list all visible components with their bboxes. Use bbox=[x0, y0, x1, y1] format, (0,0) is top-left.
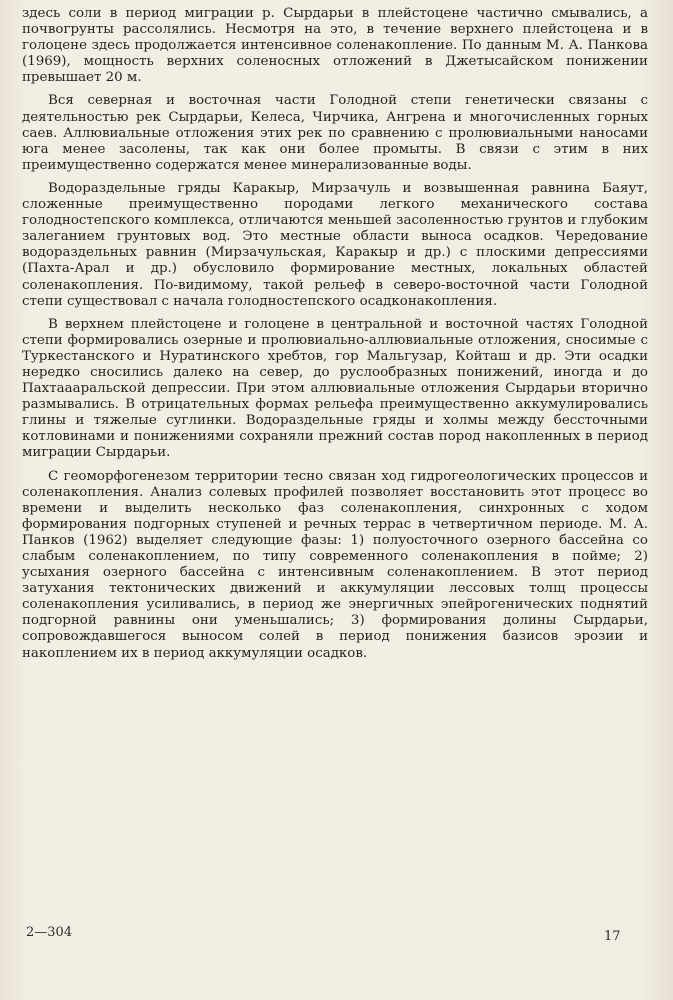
paragraph-1: здесь соли в период миграции р. Сырдарьи в плейстоцене частично смывались, а почвогрунты рассолялись. Несмотря на это, в течение верхнего плейстоцена и в голоцене здесь продолжается интенсивное соленакопление. По данным М. А. Панкова (1969), мощность верхних соленосных отложений в Джетысайском понижении превышает 20 м. bbox=[22, 6, 648, 86]
page-number: 17 bbox=[604, 929, 621, 944]
paragraph-5: С геоморфогенезом территории тесно связан ход гидрогеологических процессов и соленакопления. Анализ солевых профилей позволяет восстановить этот процесс во времени и выделить несколько фаз соленакопления, синхронных с ходом формирования подгорных ступеней и речных террас в четвертичном периоде. М. А. Панков (1962) выделяет следующие фазы: 1) полуосточного озерного бассейна со слабым соленакоплением, по типу современного соленакопления в пойме; 2) усыхания озерного бассейна с интенсивным соленакоплением. В этот период затухания тектонических движений и аккумуляции лессовых толщ процессы соленакопления усиливались, в период же энергичных эпейрогенических поднятий подгорной равнины они уменьшались; 3) формирования долины Сырдарьи, сопровождавшегося выносом солей в период понижения базисов эрозии и накоплением их в период аккумуляции осадков. bbox=[22, 468, 648, 661]
body-text bbox=[22, 6, 648, 669]
paragraph-4: В верхнем плейстоцене и голоцене в центральной и восточной частях Голодной степи формировались озерные и пролювиально-аллювиальные отложения, сносимые с Туркестанского и Нуратинского хребтов, гор Мальгузар, Койташ и др. Эти осадки нередко сносились далеко на север, до руслообразных понижений, иногда и до Пахтаааральской депрессии. При этом аллювиальные отложения Сырдарьи вторично размывались. В отрицательных формах рельефа преимущественно аккумулировались глины и тяжелые суглинки. Водораздельные гряды и холмы между бессточными котловинами и понижениями сохраняли прежний состав пород накопленных в период миграции Сырдарьи. bbox=[22, 316, 648, 461]
paragraph-2: Вся северная и восточная части Голодной степи генетически связаны с деятельностью рек Сырдарьи, Келеса, Чирчика, Ангрена и многочисленных горных саев. Аллювиальные отложения этих рек по сравнению с пролювиальными наносами юга менее засолены, так как они более промыты. В связи с этим в них преимущественно содержатся менее минерализованные воды. bbox=[22, 93, 648, 173]
paragraph-3: Водораздельные гряды Каракыр, Мирзачуль и возвышенная равнина Баяут, сложенные преимущественно породами легкого механического состава голодностепского комплекса, отличаются меньшей засоленностью грунтов и глубоким залеганием грунтовых вод. Это местные области выноса осадков. Чередование водораздельных равнин (Мирзачульская, Каракыр и др.) с плоскими депрессиями (Пахта-Арал и др.) обусловило формирование местных, локальных областей соленакопления. По-видимому, такой рельеф в северо-восточной части Голодной степи существовал с начала голодностепского осадконакопления. bbox=[22, 180, 648, 309]
signature-mark: 2—304 bbox=[26, 925, 73, 940]
